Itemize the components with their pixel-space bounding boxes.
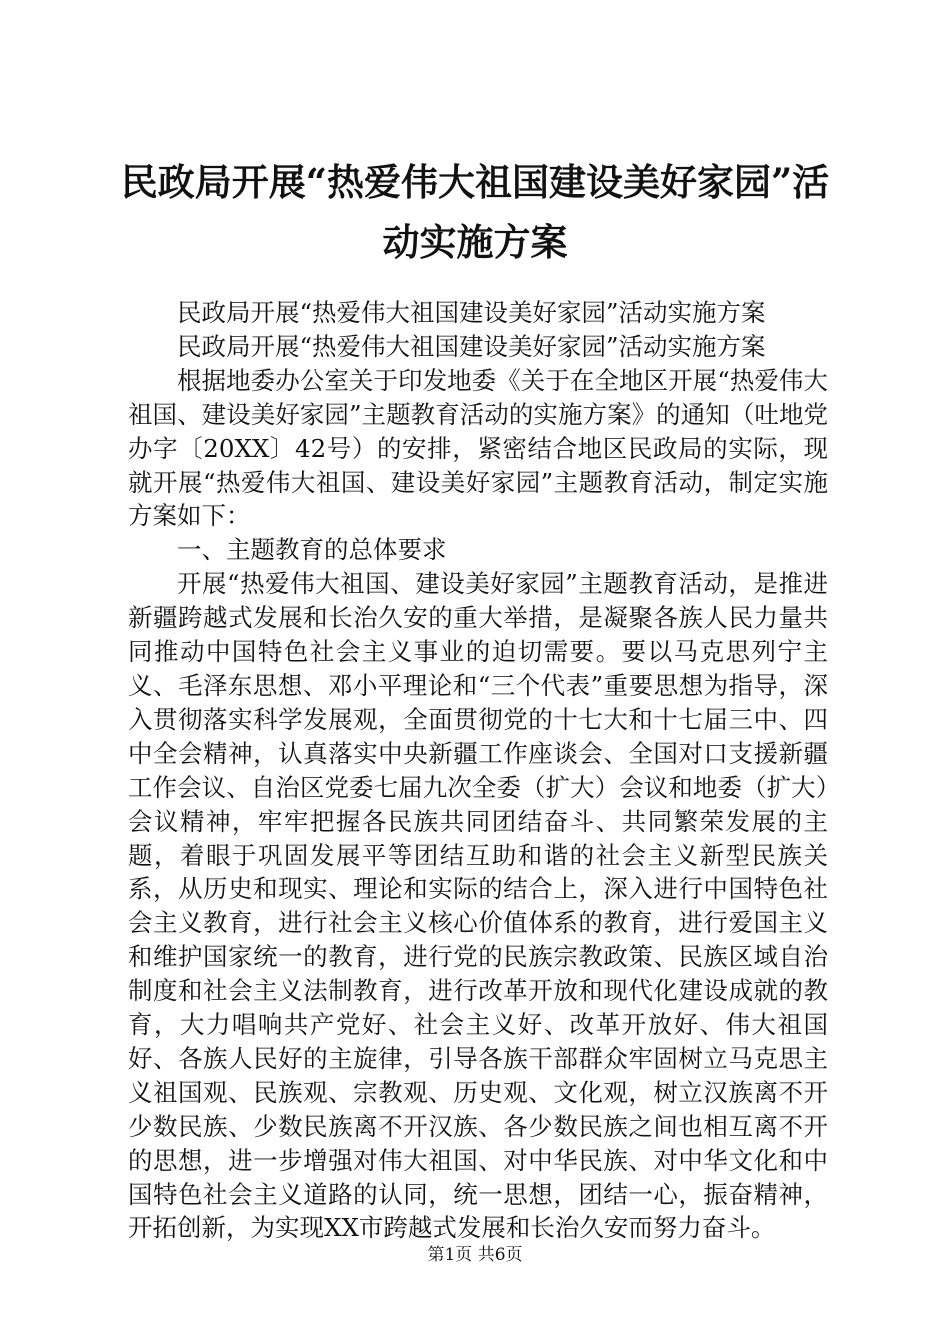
body-paragraph: 开展“热爱伟大祖国、建设美好家园”主题教育活动，是推进新疆跨越式发展和长治久安的重大举措，是凝聚各族人民力量共同推动中国特色社会主义事业的迫切需要。要以马克思列宁主义、毛泽东思想、邓小平理论和“三个代表”重要思想为指导，深入贯彻落实科学发展观，全面贯彻党的十七大和十七届三中、四中全会精神，认真落实中央新疆工作座谈会、全国对口支援新疆工作会议、自治区党委七届九次全委（扩大）会议和地委（扩大）会议精神，牢牢把握各民族共同团结奋斗、共同繁荣发展的主题，着眼于巩固发展平等团结互助和谐的社会主义新型民族关系，从历史和现实、理论和实际的结合上，深入进行中国特色社会主义教育，进行社会主义核心价值体系的教育，进行爱国主义和维护国家统一的教育，进行党的民族宗教政策、民族区域自治制度和社会主义法制教育，进行改革开放和现代化建设成就的教育，大力唱响共产党好、社会主义好、改革开放好、伟大祖国好、各族人民好的主旋律，引导各族干部群众牢固树立马克思主义祖国观、民族观、宗教观、历史观、文化观，树立汉族离不开少数民族、少数民族离不开汉族、各少数民族之间也相互离不开的思想，进一步增强对伟大祖国、对中华民族、对中华文化和中国特色社会主义道路的认同，统一思想，团结一心，振奋精神，开拓创新，为实现XX市跨越式发展和长治久安而努力奋斗。 [128,569,828,1243]
body-paragraph: 民政局开展“热爱伟大祖国建设美好家园”活动实施方案 [177,298,766,327]
body-paragraph: 根据地委办公室关于印发地委《关于在全地区开展“热爱伟大祖国、建设美好家园”主题教育活动的实施方案》的通知（吐地党办字〔20XX〕42号）的安排，紧密结合地区民政局的实际，现就开展“热爱伟大祖国、建设美好家园”主题教育活动，制定实施方案如下： [128,365,828,531]
document-title-line-1: 民政局开展“热爱伟大祖国建设美好家园”活 [120,160,830,204]
section-heading: 一、主题教育的总体要求 [177,535,447,565]
body-paragraph: 民政局开展“热爱伟大祖国建设美好家园”活动实施方案 [177,331,766,361]
document-body [128,296,828,1245]
page-number-footer: 第1页 共6页 [427,1245,523,1265]
document-title-line-2: 动实施方案 [382,220,568,264]
